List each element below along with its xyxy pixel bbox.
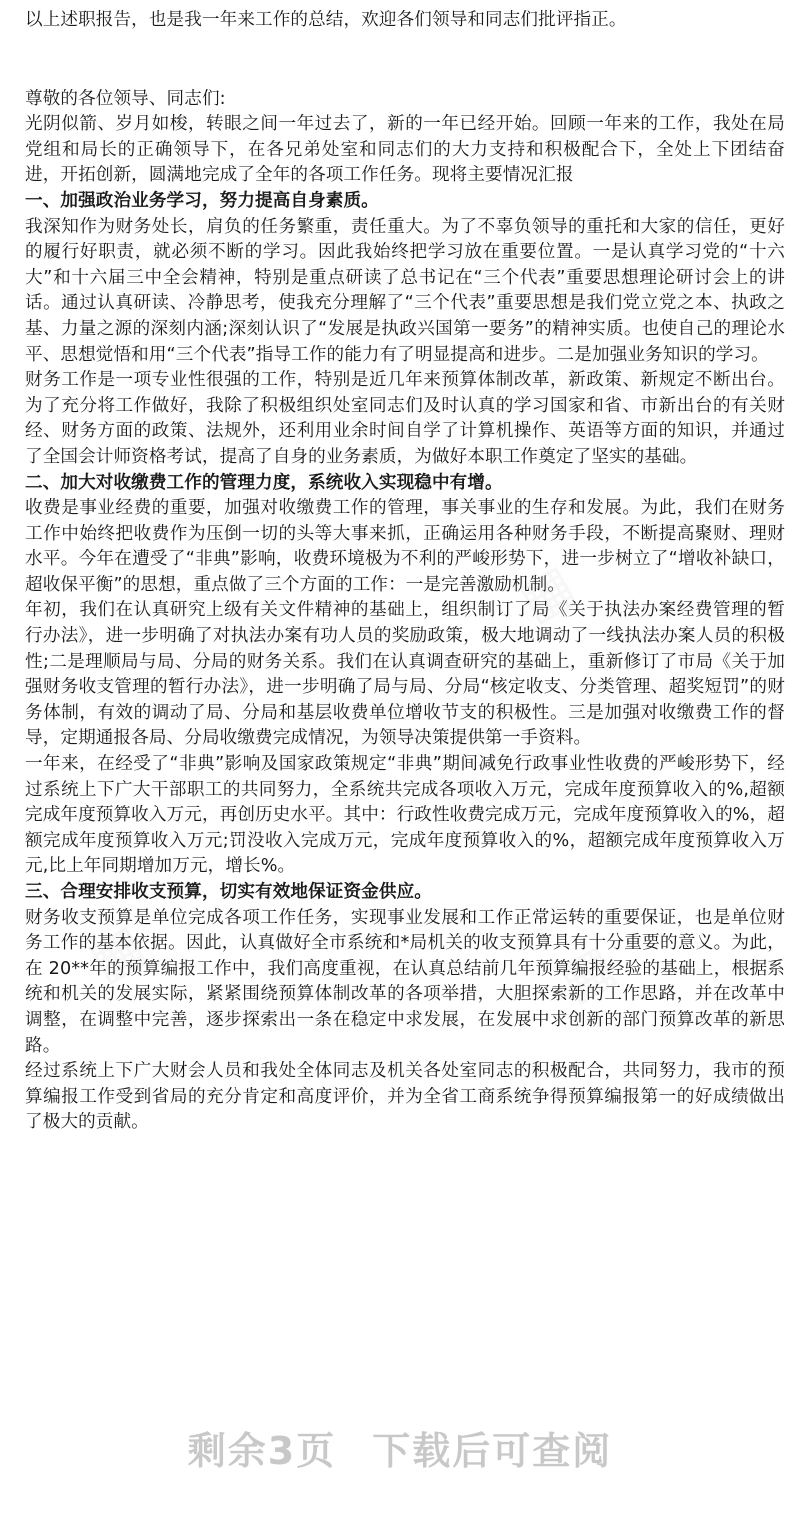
watermark: ▦ [507,551,586,634]
section-3-paragraph-1: 财务收支预算是单位完成各项工作任务，实现事业发展和工作正常运转的重要保证，也是单位财务工作的基本依据。因此，认真做好全市系统和*局机关的收支预算具有十分重要的意义。为此，在 20**年的预算编报工作中，我们高度重视，在认真总结前几年预算编报经验的基础上，根据系统和机关的发展实际，紧紧围绕预算体制改革的各项举措，大胆探索新的工作思路，并在改革中调整，在调整中完善，逐步探索出一条在稳定中求发展，在发展中求创新的部门预算改革的新思路。 [25,907,785,1056]
remaining-pages-banner[interactable] [0,1420,800,1475]
remaining-pages-label: 剩余3页 [187,1429,337,1473]
section-1-heading: 一、加强政治业务学习，努力提高自身素质。 [25,190,379,211]
salutation: 尊敬的各位领导、同志们: [25,88,226,109]
download-to-view-label: 下载后可查阅 [372,1429,613,1473]
document-body [25,8,785,1136]
watermark: ▦ [77,911,156,994]
section-2-paragraph-2: 年初，我们在认真研究上级有关文件精神的基础上，组织制订了局《关于执法办案经费管理的暂行办法》，进一步明确了对执法办案有功人员的奖励政策，极大地调动了一线执法办案人员的积极性;二是理顺局与局、分局的财务关系。我们在认真调查研究的基础上，重新修订了市局《关于加强财务收支管理的暂行办法》，进一步明确了局与局、分局“核定收支、分类管理、超奖短罚”的财务体制，有效的调动了局、分局和基层收费单位增收节支的积极性。三是加强对收缴费工作的督导，定期通报各局、分局收缴费完成情况，为领导决策提供第一手资料。 [25,600,785,749]
section-1-paragraph-1: 我深知作为财务处长，肩负的任务繁重，责任重大。为了不辜负领导的重托和大家的信任，更好的履行好职责，就必须不断的学习。因此我始终把学习放在重要位置。一是认真学习党的“十六大”和十六届三中全会精神，特别是重点研读了总书记在“三个代表”重要思想理论研讨会上的讲话。通过认真研读、冷静思考，使我充分理解了“三个代表”重要思想是我们党立党之本、执政之基、力量之源的深刻内涵;深刻认识了“发展是执政兴国第一要务”的精神实质。也使自己的理论水平、思想觉悟和用“三个代表”指导工作的能力有了明显提高和进步。二是加强业务知识的学习。 [25,216,785,365]
closing-line: 以上述职报告，也是我一年来工作的总结，欢迎各们领导和同志们批评指正。 [25,10,627,30]
intro-paragraph: 光阴似箭、岁月如梭，转眼之间一年过去了，新的一年已经开始。回顾一年来的工作，我处在局党组和局长的正确领导下，在各兄弟处室和同志们的大力支持和积极配合下，全处上下团结奋进，开拓创新，圆满地完成了全年的各项工作任务。现将主要情况汇报 [25,114,785,186]
section-3-heading: 三、合理安排收支预算，切实有效地保证资金供应。 [25,882,432,902]
watermark: ▦ [547,931,626,1014]
section-2-paragraph-3: 一年来，在经受了“非典”影响及国家政策规定“非典”期间减免行政事业性收费的严峻形势下，经过系统上下广大干部职工的共同努力，全系统共完成各项收入万元，完成年度预算收入的%,超额完成年度预算收入万元，再创历史水平。其中：行政性收费完成万元，完成年度预算收入的%，超额完成年度预算收入万元;罚没收入完成万元，完成年度预算收入的%，超额完成年度预算收入万元,比上年同期增加万元，增长%。 [25,754,785,877]
section-2-heading: 二、加大对收缴费工作的管理力度，系统收入实现稳中有增。 [25,472,503,493]
section-2-paragraph-1: 收费是事业经费的重要，加强对收缴费工作的管理，事关事业的生存和发展。为此，我们在财务工作中始终把收费作为压倒一切的头等大事来抓，正确运用各种财务手段，不断提高聚财、理财水平。今年在遭受了“非典”影响，收费环境极为不利的严峻形势下，进一步树立了“增收补缺口，超收保平衡”的思想，重点做了三个方面的工作：一是完善激励机制。 [25,498,785,595]
section-3-paragraph-2: 经过系统上下广大财会人员和我处全体同志及机关各处室同志的积极配合，共同努力，我市的预算编报工作受到省局的充分肯定和高度评价，并为全省工商系统争得预算编报第一的好成绩做出了极大的贡献。 [25,1061,785,1133]
section-1-paragraph-2: 财务工作是一项专业性很强的工作，特别是近几年来预算体制改革，新政策、新规定不断出台。为了充分将工作做好，我除了积极组织处室同志们及时认真的学习国家和省、市新出台的有关财经、财务方面的政策、法规外，还利用业余时间自学了计算机操作、英语等方面的知识，并通过了全国会计师资格考试，提高了自身的业务素质，为做好本职工作奠定了坚实的基础。 [25,370,785,467]
